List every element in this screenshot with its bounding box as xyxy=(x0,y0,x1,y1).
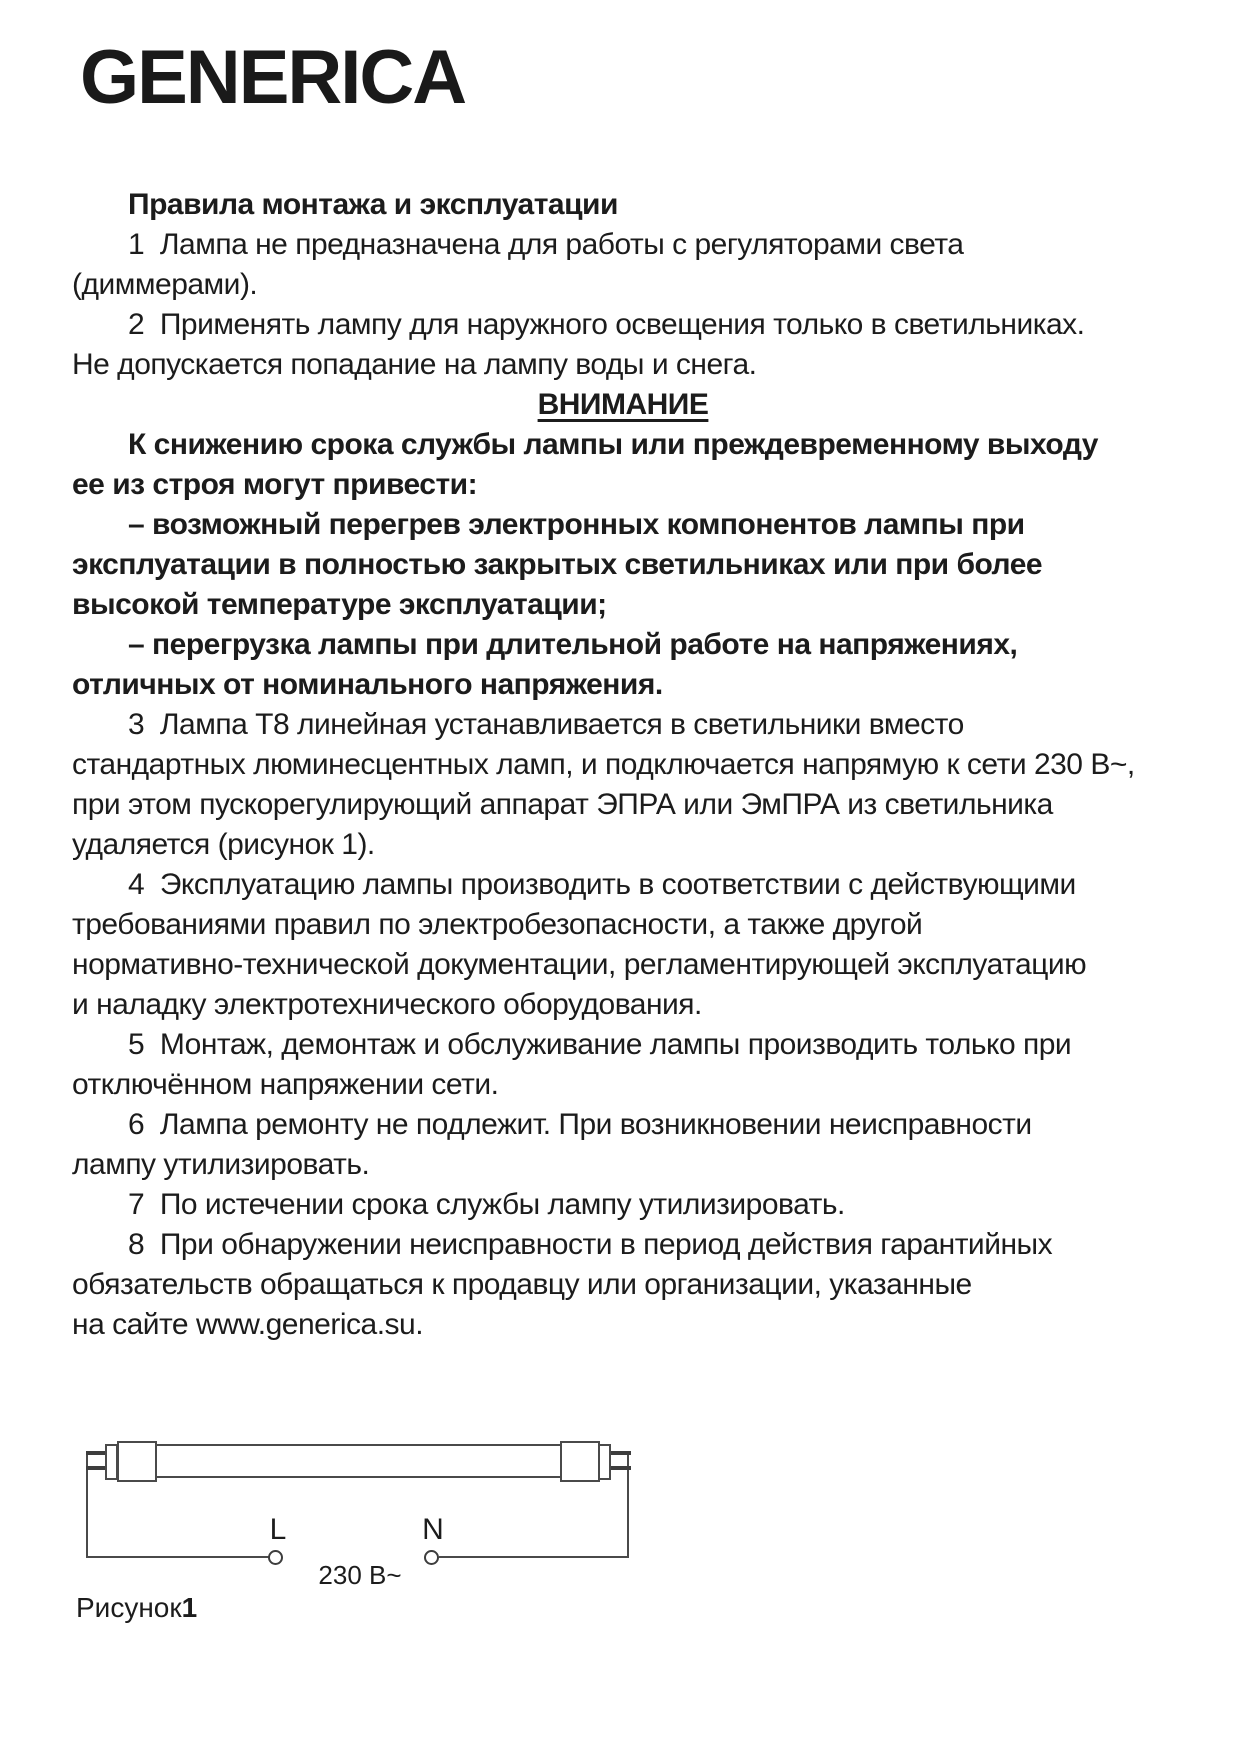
text-line: Не допускается попадание на лампу воды и снега. xyxy=(72,348,757,381)
terminal-l-circle xyxy=(268,1550,283,1565)
text-line: 1 Лампа не предназначена для работы с регуляторами света xyxy=(128,228,964,261)
text-line: обязательств обращаться к продавцу или организации, указанные xyxy=(72,1268,972,1301)
text-line: лампу утилизировать. xyxy=(72,1148,370,1181)
lamp-pin-right-top xyxy=(610,1451,631,1455)
text-line: 4 Эксплуатацию лампы производить в соответствии с действующими xyxy=(128,868,1076,901)
warning-line: – перегрузка лампы при длительной работе на напряжениях, xyxy=(128,628,1018,661)
text-line: 3 Лампа Т8 линейная устанавливается в светильники вместо xyxy=(128,708,964,741)
text-line: (диммерами). xyxy=(72,268,258,301)
figure-caption-text: Рисунок xyxy=(76,1592,182,1623)
text-line: удаляется (рисунок 1). xyxy=(72,828,375,861)
wire-bottom-left xyxy=(86,1556,269,1558)
terminal-n-circle xyxy=(424,1550,439,1565)
instructions-text xyxy=(72,185,1200,1345)
text-line: 8 При обнаружении неисправности в период действия гарантийных xyxy=(128,1228,1053,1261)
wire-bottom-right xyxy=(439,1556,629,1558)
warning-line: – возможный перегрев электронных компонентов лампы при xyxy=(128,508,1025,541)
text-line: стандартных люминесцентных ламп, и подключается напрямую к сети 230 В~, xyxy=(72,748,1135,781)
text-line: при этом пускорегулирующий аппарат ЭПРА или ЭмПРА из светильника xyxy=(72,788,1053,821)
terminal-l-label: L xyxy=(269,1513,287,1546)
terminal-n-label: N xyxy=(422,1513,444,1546)
warning-line: отличных от номинального напряжения. xyxy=(72,668,663,701)
lamp-endcap-right xyxy=(560,1441,600,1482)
text-line: отключённом напряжении сети. xyxy=(72,1068,499,1101)
lamp-pin-right-bottom xyxy=(610,1466,631,1470)
lamp-tube xyxy=(155,1444,565,1478)
lamp-pin-left-bottom xyxy=(86,1466,107,1470)
text-line: требованиями правил по электробезопасности, а также другой xyxy=(72,908,923,941)
text-line: нормативно-технической документации, регламентирующей эксплуатацию xyxy=(72,948,1087,981)
warning-line: К снижению срока службы лампы или преждевременному выходу xyxy=(128,428,1098,461)
brand-logo: GENERICA xyxy=(80,35,466,120)
text-line: 7 По истечении срока службы лампу утилизировать. xyxy=(128,1188,845,1221)
warning-line: ее из строя могут привести: xyxy=(72,468,478,501)
warning-line: эксплуатации в полностью закрытых светильниках или при более xyxy=(72,548,1043,581)
text-line: 5 Монтаж, демонтаж и обслуживание лампы производить только при xyxy=(128,1028,1072,1061)
attention-heading: ВНИМАНИЕ xyxy=(537,388,709,421)
lamp-pin-left-top xyxy=(86,1451,107,1455)
text-line: и наладку электротехнического оборудования. xyxy=(72,988,702,1021)
figure-caption xyxy=(76,1592,197,1624)
figure-caption-number: 1 xyxy=(181,1592,198,1623)
voltage-label: 230 В~ xyxy=(318,1560,402,1590)
section-heading: Правила монтажа и эксплуатации xyxy=(128,188,618,221)
text-line: 2 Применять лампу для наружного освещения только в светильниках. xyxy=(128,308,1085,341)
text-line: 6 Лампа ремонту не подлежит. При возникновении неисправности xyxy=(128,1108,1032,1141)
warning-line: высокой температуре эксплуатации; xyxy=(72,588,607,621)
text-line: на сайте www.generica.su. xyxy=(72,1308,424,1341)
lamp-endcap-left xyxy=(117,1441,157,1482)
